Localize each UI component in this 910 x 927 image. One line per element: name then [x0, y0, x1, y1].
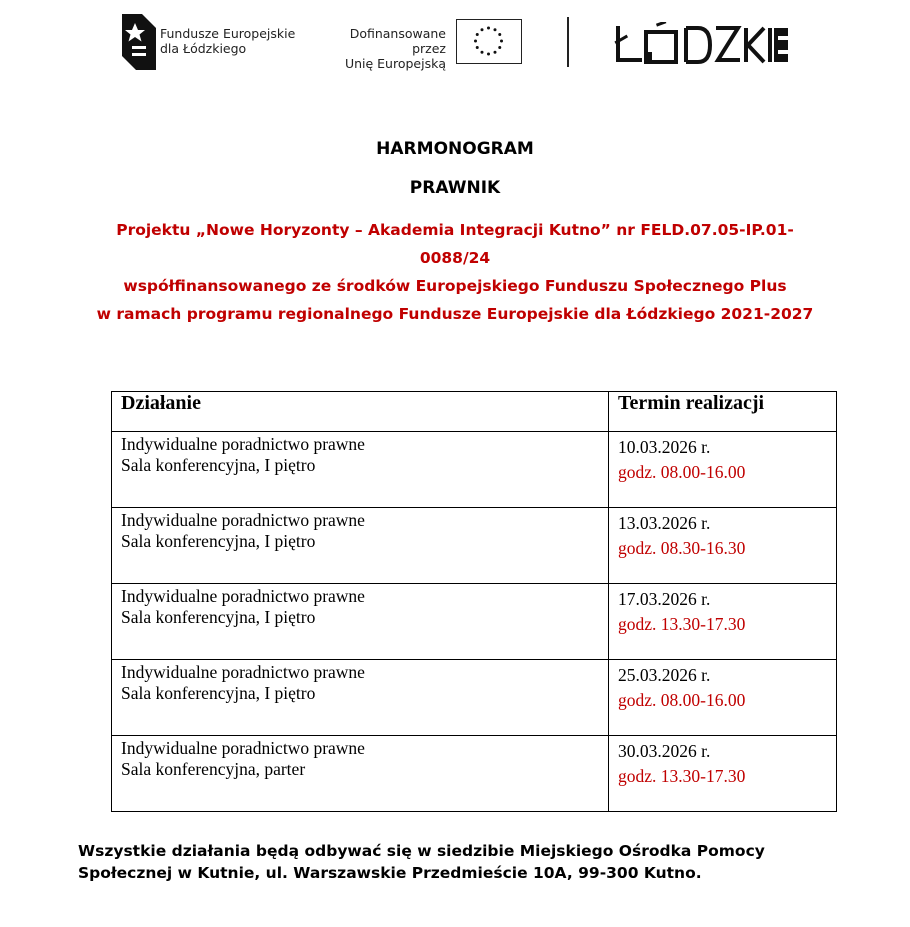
table-row [112, 660, 837, 736]
eu-star-icon [487, 53, 490, 56]
eu-star-icon [476, 46, 479, 49]
date-text: 17.03.2026 r. [618, 589, 711, 609]
footer-note [78, 840, 848, 884]
eu-line2: Unię Europejską [344, 56, 446, 71]
activity-text: Indywidualne poradnictwo prawne [121, 738, 365, 758]
time-text: godz. 08.00-16.00 [618, 462, 746, 482]
activity-cell [112, 508, 609, 584]
term-cell [609, 432, 837, 508]
fundusze-europejskie-logo-icon [122, 14, 156, 70]
table-row [112, 432, 837, 508]
table-row [112, 736, 837, 812]
eu-star-icon [476, 33, 479, 36]
term-cell [609, 660, 837, 736]
activity-text: Indywidualne poradnictwo prawne [121, 586, 365, 606]
table-row [112, 508, 837, 584]
eu-star-icon [474, 40, 477, 43]
logo-bar [0, 12, 910, 72]
date-text: 25.03.2026 r. [618, 665, 711, 685]
time-text: godz. 08.30-16.30 [618, 538, 746, 558]
term-cell [609, 736, 837, 812]
place-text: Sala konferencyjna, I piętro [121, 455, 316, 475]
time-text: godz. 13.30-17.30 [618, 766, 746, 786]
date-text: 13.03.2026 r. [618, 513, 711, 533]
eu-star-icon [500, 40, 503, 43]
role-title: PRAWNIK [409, 178, 501, 198]
project-line2: 0088/24 [419, 249, 491, 267]
table-header-row [112, 392, 837, 432]
eu-flag-icon [456, 19, 522, 64]
project-funding [95, 272, 815, 328]
date-text: 30.03.2026 r. [618, 741, 711, 761]
place-text: Sala konferencyjna, I piętro [121, 531, 316, 551]
fe-logo-line1: Fundusze Europejskie [160, 26, 296, 41]
header-term: Termin realizacji [609, 392, 837, 432]
project-line1: Projektu „Nowe Horyzonty – Akademia Integracji Kutno” nr FELD.07.05-IP.01- [116, 221, 794, 239]
logo-divider [567, 17, 569, 67]
eu-star-icon [487, 27, 490, 30]
lodzkie-logo [614, 22, 788, 66]
project-line4: w ramach programu regionalnego Fundusze Europejskie dla Łódzkiego 2021-2027 [96, 305, 814, 323]
eu-star-icon [494, 28, 497, 31]
activity-cell [112, 736, 609, 812]
project-line3: współfinansowanego ze środków Europejskiego Funduszu Społecznego Plus [123, 277, 787, 295]
activity-text: Indywidualne poradnictwo prawne [121, 434, 365, 454]
eu-star-icon [498, 33, 501, 36]
place-text: Sala konferencyjna, parter [121, 759, 306, 779]
time-text: godz. 08.00-16.00 [618, 690, 746, 710]
place-text: Sala konferencyjna, I piętro [121, 607, 316, 627]
project-name [95, 216, 815, 272]
fe-logo-text [160, 26, 295, 56]
eu-star-icon [481, 51, 484, 54]
activity-text: Indywidualne poradnictwo prawne [121, 662, 365, 682]
activity-text: Indywidualne poradnictwo prawne [121, 510, 365, 530]
date-text: 10.03.2026 r. [618, 437, 711, 457]
term-cell [609, 508, 837, 584]
term-cell [609, 584, 837, 660]
eu-star-icon [498, 46, 501, 49]
header-activity: Działanie [112, 392, 609, 432]
eu-line1: Dofinansowane przez [349, 26, 446, 56]
schedule-table [111, 391, 837, 812]
fe-logo-line2: dla Łódzkiego [160, 41, 247, 56]
place-text: Sala konferencyjna, I piętro [121, 683, 316, 703]
time-text: godz. 13.30-17.30 [618, 614, 746, 634]
footer-line2: Społecznej w Kutnie, ul. Warszawskie Przedmieście 10A, 99-300 Kutno. [78, 864, 702, 882]
eu-star-icon [481, 28, 484, 31]
activity-cell [112, 584, 609, 660]
activity-cell [112, 660, 609, 736]
eu-cofinance-text [318, 26, 446, 71]
activity-cell [112, 432, 609, 508]
footer-line1: Wszystkie działania będą odbywać się w siedzibie Miejskiego Ośrodka Pomocy [78, 842, 765, 860]
page-title: HARMONOGRAM [376, 139, 534, 159]
table-row [112, 584, 837, 660]
eu-star-icon [494, 51, 497, 54]
